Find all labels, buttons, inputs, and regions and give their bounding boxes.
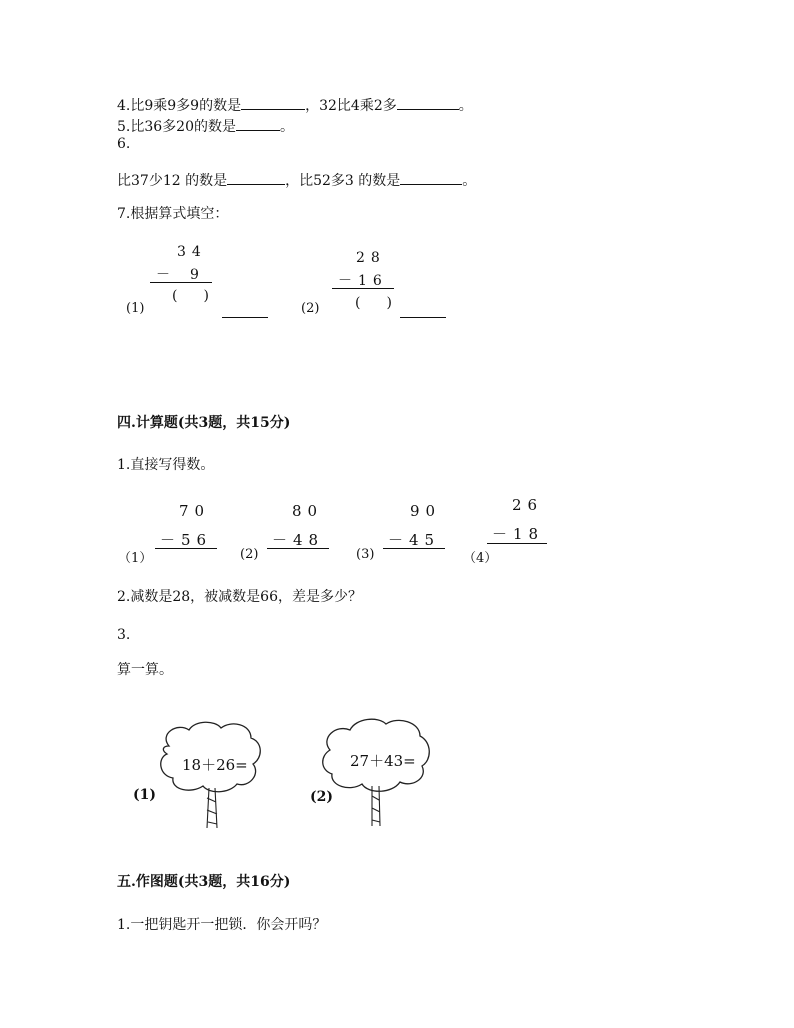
sum-line: [332, 288, 394, 289]
answer-blank[interactable]: [400, 170, 462, 185]
sum-line: [267, 548, 329, 549]
answer-parens[interactable]: ( ): [355, 295, 398, 311]
question-4-3-title: 算一算。: [117, 662, 173, 678]
subtraction-row: [492, 523, 544, 544]
section-4-heading: 四.计算题(共3题，共15分): [117, 415, 291, 431]
minus-sign: －: [160, 531, 182, 549]
minus-sign: －: [388, 531, 410, 549]
minus-sign: －: [272, 531, 294, 549]
item-label: （1）: [118, 551, 153, 566]
sum-line: [487, 543, 547, 544]
item-label: (2): [310, 789, 333, 805]
question-6-number: 6.: [117, 136, 131, 152]
subtraction-row: [156, 264, 205, 284]
section-5-heading: 五.作图题(共3题，共16分): [117, 874, 291, 890]
sum-line: [383, 548, 445, 549]
subtrahend: 16: [358, 273, 388, 289]
answer-blank[interactable]: [241, 95, 305, 110]
subtrahend: 48: [293, 531, 325, 549]
subtraction-row: [338, 270, 388, 290]
item-label: (2): [240, 547, 259, 562]
subtrahend: 9: [190, 267, 205, 283]
tree-expression: 27＋43=: [350, 752, 416, 770]
item-label: (2): [301, 301, 320, 316]
answer-blank[interactable]: [222, 317, 268, 318]
tree-cloud-icon: [320, 716, 434, 828]
question-6-part2: ，比52多3 的数是: [285, 173, 401, 189]
sum-line: [150, 282, 212, 283]
answer-blank[interactable]: [397, 95, 459, 110]
punctuation: 。: [280, 119, 294, 135]
question-4-part2: ，32比4乘2多: [305, 98, 397, 114]
minuend: 26: [512, 496, 544, 514]
question-5-text: 5.比36多20的数是: [117, 119, 236, 135]
minuend: 34: [177, 244, 207, 260]
item-label: (1): [133, 787, 156, 803]
tree-cloud-icon: [155, 718, 265, 830]
question-6-part1: 比37少12 的数是: [117, 173, 228, 189]
minuend: 28: [356, 250, 386, 266]
item-label: （4）: [463, 551, 498, 566]
subtraction-row: [388, 529, 440, 550]
minus-sign: －: [492, 525, 514, 543]
minuend: 90: [410, 502, 442, 520]
minuend: 80: [292, 502, 324, 520]
question-4-part1: 4.比9乘9多9的数是: [117, 98, 242, 114]
question-5: [117, 116, 294, 136]
question-4-3-number: 3.: [117, 627, 131, 643]
answer-blank[interactable]: [400, 317, 446, 318]
minuend: 70: [179, 502, 211, 520]
answer-parens[interactable]: ( ): [172, 288, 215, 304]
subtrahend: 45: [409, 531, 441, 549]
tree-expression: 18＋26=: [182, 756, 248, 774]
punctuation: 。: [458, 98, 473, 114]
minus-sign: －: [156, 267, 176, 283]
item-label: (3): [356, 547, 375, 562]
answer-blank[interactable]: [236, 116, 280, 131]
question-7-title: 7.根据算式填空：: [117, 206, 229, 222]
subtrahend: 56: [181, 531, 213, 549]
question-4-1-title: 1.直接写得数。: [117, 457, 215, 473]
sum-line: [155, 548, 217, 549]
question-4-2: 2.减数是28，被减数是66，差是多少？: [117, 589, 362, 605]
subtraction-row: [272, 529, 324, 550]
minus-sign: －: [338, 273, 358, 289]
subtrahend: 18: [513, 525, 545, 543]
punctuation: 。: [462, 173, 477, 189]
question-6: [117, 170, 476, 190]
answer-blank[interactable]: [227, 170, 285, 185]
subtraction-row: [160, 529, 212, 550]
item-label: (1): [126, 301, 145, 316]
question-5-1: 1.一把钥匙开一把锁．你会开吗？: [117, 917, 327, 933]
question-4: [117, 95, 473, 115]
